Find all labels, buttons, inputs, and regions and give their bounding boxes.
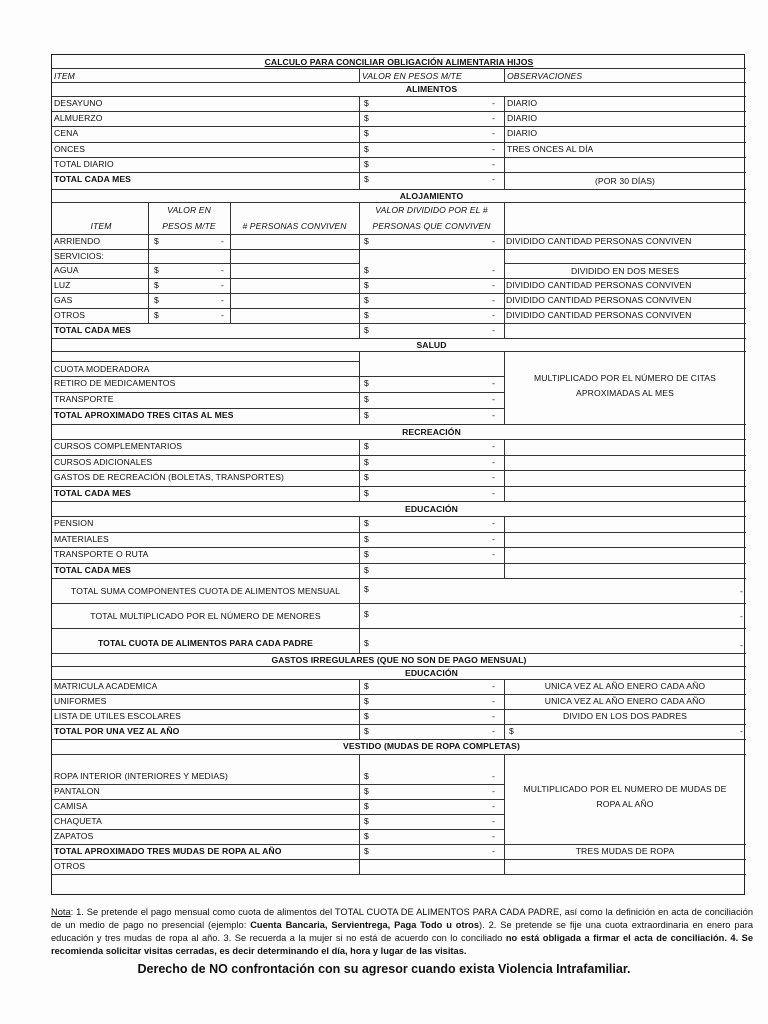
row-divider <box>52 126 746 127</box>
vestido-obs-line2: ROPA AL AÑO <box>596 799 654 809</box>
value-dash: - <box>221 236 224 246</box>
value-dash: - <box>492 394 495 404</box>
alojamiento-row-label: TOTAL CADA MES <box>54 325 131 335</box>
value-dash: - <box>221 310 224 320</box>
alojamiento-row-label: SERVICIOS: <box>54 251 105 261</box>
value-dash: - <box>492 681 495 691</box>
currency-sign: $ <box>364 518 369 528</box>
vestido-row-label: CAMISA <box>54 801 88 811</box>
alimentos-row-obs: (POR 30 DÍAS) <box>594 176 656 186</box>
column-divider <box>230 202 231 323</box>
currency-sign: $ <box>364 726 369 736</box>
value-dash: - <box>492 265 495 275</box>
currency-sign: $ <box>364 456 369 467</box>
alimentos-row-label: DESAYUNO <box>54 98 103 108</box>
column-divider <box>504 202 505 338</box>
value-dash: - <box>492 310 495 320</box>
row-divider <box>52 724 746 725</box>
section-gastos-educacion-title: EDUCACIÓN <box>405 668 458 678</box>
value-dash: - <box>492 816 495 826</box>
footer-statement: Derecho de NO confrontación con su agresor cuando exista Violencia Intrafamiliar. <box>137 962 631 976</box>
value-dash: - <box>492 786 495 796</box>
column-divider <box>359 96 360 189</box>
alojamiento-row-obs: DIVIDIDO CANTIDAD PERSONAS CONVIVEN <box>506 236 692 246</box>
row-divider <box>52 111 746 112</box>
note-payment-examples: Cuenta Bancaria, Servientrega, Paga Todo u otros <box>250 920 480 930</box>
salud-row-label: TOTAL APROXIMADO TRES CITAS AL MES <box>54 410 234 420</box>
alojamiento-row-label: AGUA <box>54 265 79 275</box>
vestido-row-label: ROPA INTERIOR (INTERIORES Y MEDIAS) <box>54 771 228 781</box>
value-dash: - <box>492 174 495 184</box>
header-valor-line1: VALOR EN <box>167 205 211 215</box>
value-dash: - <box>492 158 495 169</box>
currency-sign: $ <box>364 487 369 498</box>
column-divider <box>359 202 360 338</box>
currency-sign: $ <box>364 711 369 721</box>
row-divider <box>52 603 746 604</box>
value-dash: - <box>492 696 495 706</box>
row-divider <box>52 293 746 294</box>
currency-sign: $ <box>364 771 369 781</box>
row-divider <box>52 694 746 695</box>
currency-sign: $ <box>364 378 369 388</box>
row-divider <box>52 666 746 667</box>
form-title: CALCULO PARA CONCILIAR OBLIGACIÓN ALIMENTARIA HIJOS <box>264 57 534 67</box>
currency-sign: $ <box>364 831 369 841</box>
column-divider <box>504 96 505 189</box>
value-dash: - <box>492 441 495 451</box>
vestido-total-obs: TRES MUDAS DE ROPA <box>575 846 675 856</box>
row-divider <box>52 408 504 409</box>
column-divider <box>148 202 149 323</box>
alojamiento-row-obs: DIVIDIDO CANTIDAD PERSONAS CONVIVEN <box>506 280 692 290</box>
column-divider <box>359 439 360 501</box>
section-alimentos-title: ALIMENTOS <box>405 84 458 94</box>
column-divider <box>359 679 360 739</box>
currency-sign: $ <box>364 325 369 335</box>
currency-sign: $ <box>364 174 369 184</box>
column-divider <box>504 679 505 739</box>
row-divider <box>52 351 746 352</box>
vestido-row-label: TOTAL APROXIMADO TRES MUDAS DE ROPA AL AÑO <box>54 846 282 856</box>
value-dash: - <box>492 831 495 841</box>
header-dividido-line1: VALOR DIVIDIDO POR EL # <box>375 205 488 215</box>
row-divider <box>52 308 746 309</box>
section-salud-title: SALUD <box>416 340 447 350</box>
currency-sign: $ <box>364 846 369 856</box>
alojamiento-row-label: ARRIENDO <box>54 236 101 246</box>
currency-sign: $ <box>364 98 369 108</box>
value-dash: - <box>740 726 743 736</box>
row-divider <box>52 739 746 740</box>
recreacion-row-label: TOTAL CADA MES <box>54 487 131 498</box>
alimentos-row-obs: DIARIO <box>507 128 538 139</box>
row-divider <box>52 501 746 502</box>
value-dash: - <box>492 487 495 498</box>
section-gastos-irregulares-title: GASTOS IRREGULARES (QUE NO SON DE PAGO MENSUAL) <box>271 655 527 665</box>
vestido-row-label: CHAQUETA <box>54 816 102 826</box>
row-divider <box>52 799 504 800</box>
row-divider <box>504 263 746 264</box>
currency-sign: $ <box>509 726 514 736</box>
value-dash: - <box>492 726 495 736</box>
currency-sign: $ <box>364 696 369 706</box>
currency-sign: $ <box>364 786 369 796</box>
row-divider <box>52 278 746 279</box>
currency-sign: $ <box>364 310 369 320</box>
currency-sign: $ <box>364 143 369 154</box>
gastos-row-label: MATRICULA ACADEMICA <box>54 681 158 691</box>
value-dash: - <box>740 640 743 650</box>
alimentos-row-label: ONCES <box>54 143 86 154</box>
column-divider <box>359 578 360 653</box>
currency-sign: $ <box>154 265 159 275</box>
row-divider <box>52 263 359 264</box>
currency-sign: $ <box>364 280 369 290</box>
currency-sign: $ <box>364 584 369 594</box>
row-divider <box>52 709 746 710</box>
currency-sign: $ <box>364 158 369 169</box>
currency-sign: $ <box>364 441 369 451</box>
total-row-label: TOTAL CUOTA DE ALIMENTOS PARA CADA PADRE <box>97 638 314 648</box>
section-alojamiento-title: ALOJAMIENTO <box>399 191 464 201</box>
gastos-row-label: LISTA DE UTILES ESCOLARES <box>54 711 181 721</box>
currency-sign: $ <box>364 113 369 124</box>
section-recreacion-title: RECREACIÓN <box>402 427 461 437</box>
header-value: VALOR EN PESOS M/TE <box>362 71 462 81</box>
value-dash: - <box>492 801 495 811</box>
gastos-row-obs: UNICA VEZ AL AÑO ENERO CADA AÑO <box>544 681 706 691</box>
row-divider <box>52 814 504 815</box>
recreacion-row-label: GASTOS DE RECREACIÓN (BOLETAS, TRANSPORTES) <box>54 472 285 482</box>
column-divider <box>504 351 505 424</box>
row-divider <box>52 784 504 785</box>
row-divider <box>52 628 746 629</box>
row-divider <box>52 249 746 250</box>
row-divider <box>52 323 746 324</box>
vestido-row-label: ZAPATOS <box>54 831 94 841</box>
row-divider <box>52 189 746 190</box>
salud-obs-line2: APROXIMADAS AL MES <box>576 388 674 398</box>
alojamiento-row-label: LUZ <box>54 280 71 290</box>
column-divider <box>504 754 505 874</box>
value-dash: - <box>492 378 495 388</box>
header-item: ITEM <box>54 71 75 81</box>
alimentos-row-label: ALMUERZO <box>54 113 103 124</box>
column-divider <box>359 754 360 874</box>
value-dash: - <box>221 295 224 305</box>
alimentos-row-label: TOTAL DIARIO <box>54 158 114 169</box>
recreacion-row-label: CURSOS COMPLEMENTARIOS <box>54 441 183 451</box>
header-dividido-line2: PERSONAS QUE CONVIVEN <box>372 221 491 231</box>
column-divider <box>504 439 505 501</box>
note-text-1: : 1. Se pretende el pago mensual como cuota de alimentos del TOTAL CUOTA DE ALIMENTOS PARA CADA PADRE, así como la definición en acta de conciliación de un medio de pago no presencial (ejemplo: <box>51 907 753 930</box>
row-divider <box>52 859 746 860</box>
value-dash: - <box>221 280 224 290</box>
gastos-row-obs: DIVIDO EN LOS DOS PADRES <box>562 711 687 721</box>
currency-sign: $ <box>364 295 369 305</box>
currency-sign: $ <box>364 816 369 826</box>
column-divider <box>504 68 505 82</box>
gastos-row-label: TOTAL POR UNA VEZ AL AÑO <box>54 726 180 736</box>
value-dash: - <box>492 280 495 290</box>
alimentos-row-obs: DIARIO <box>507 113 538 124</box>
value-dash: - <box>492 518 495 528</box>
note-text-bold: no está obligada a firmar el acta de conciliación. 4. Se recomienda solicitar visitas cerradas, es decir determinando el día, hora y lugar de las visitas. <box>51 933 754 956</box>
educacion-row-label: MATERIALES <box>54 533 109 544</box>
currency-sign: $ <box>364 236 369 246</box>
row-divider <box>52 82 746 83</box>
row-divider <box>52 96 746 97</box>
value-dash: - <box>492 472 495 482</box>
vestido-obs-line1: MULTIPLICADO POR EL NUMERO DE MUDAS DE <box>523 784 727 794</box>
value-dash: - <box>492 846 495 856</box>
header-observations: OBSERVACIONES <box>507 71 583 81</box>
currency-sign: $ <box>364 638 369 648</box>
alimentos-row-obs: TRES ONCES AL DÍA <box>507 143 594 154</box>
value-dash: - <box>492 325 495 335</box>
header-item: ITEM <box>90 221 112 231</box>
currency-sign: $ <box>364 609 369 619</box>
educacion-row-label: TOTAL CADA MES <box>54 564 131 575</box>
value-dash: - <box>492 549 495 559</box>
alojamiento-row-label: GAS <box>54 295 73 305</box>
column-divider <box>359 68 360 82</box>
row-divider <box>52 754 746 755</box>
row-divider <box>52 455 746 456</box>
row-divider <box>52 68 746 69</box>
row-divider <box>52 392 504 393</box>
note-text-2: ). 2. Se pretende se fije una cuota extraordinaria en enero para educación y tres mudas de ropa al año. 3. Se recuerda a la mujer si no está de acuerdo con lo conciliado <box>51 920 753 943</box>
row-divider <box>52 578 746 579</box>
currency-sign: $ <box>364 265 369 275</box>
row-divider <box>52 202 746 203</box>
gastos-row-label: UNIFORMES <box>54 696 107 706</box>
row-divider <box>52 829 504 830</box>
alojamiento-row-label: OTROS <box>54 310 86 320</box>
currency-sign: $ <box>364 472 369 482</box>
recreacion-row-label: CURSOS ADICIONALES <box>54 456 153 467</box>
value-dash: - <box>221 265 224 275</box>
row-divider <box>52 361 359 362</box>
salud-obs-line1: MULTIPLICADO POR EL NÚMERO DE CITAS <box>534 373 716 383</box>
currency-sign: $ <box>364 549 369 559</box>
alojamiento-row-obs: DIVIDIDO CANTIDAD PERSONAS CONVIVEN <box>506 295 692 305</box>
value-dash: - <box>492 128 495 139</box>
currency-sign: $ <box>364 410 369 420</box>
value-dash: - <box>492 456 495 467</box>
value-dash: - <box>492 113 495 124</box>
currency-sign: $ <box>364 394 369 404</box>
currency-sign: $ <box>154 295 159 305</box>
row-divider <box>52 563 746 564</box>
row-divider <box>52 157 746 158</box>
value-dash: - <box>492 533 495 544</box>
alimentos-row-label: CENA <box>54 128 79 139</box>
educacion-row-label: PENSION <box>54 518 94 528</box>
alojamiento-row-obs: DIVIDIDO EN DOS MESES <box>570 266 680 276</box>
currency-sign: $ <box>154 236 159 246</box>
currency-sign: $ <box>154 280 159 290</box>
salud-row-label: RETIRO DE MEDICAMENTOS <box>54 378 176 388</box>
alimony-form-table <box>51 54 745 895</box>
column-divider <box>504 516 505 578</box>
row-divider <box>52 424 746 425</box>
vestido-row-label: PANTALON <box>54 786 100 796</box>
row-divider <box>52 532 746 533</box>
educacion-row-label: TRANSPORTE O RUTA <box>54 549 149 559</box>
row-divider <box>52 172 746 173</box>
header-valor-line2: PESOS M/TE <box>162 221 216 231</box>
row-divider <box>52 439 746 440</box>
note-paragraph <box>51 906 753 958</box>
salud-row-label: TRANSPORTE <box>54 394 114 404</box>
row-divider <box>52 376 504 377</box>
row-divider <box>52 653 746 654</box>
column-divider <box>359 351 360 424</box>
value-dash: - <box>492 711 495 721</box>
row-divider <box>52 142 746 143</box>
row-divider <box>52 844 746 845</box>
section-vestido-title: VESTIDO (MUDAS DE ROPA COMPLETAS) <box>343 741 520 751</box>
value-dash: - <box>492 98 495 108</box>
row-divider <box>52 516 746 517</box>
column-divider <box>359 516 360 578</box>
alojamiento-row-obs: DIVIDIDO CANTIDAD PERSONAS CONVIVEN <box>506 310 692 320</box>
value-dash: - <box>740 586 743 596</box>
salud-row-label: CUOTA MODERADORA <box>54 364 150 374</box>
gastos-row-obs: UNICA VEZ AL AÑO ENERO CADA AÑO <box>544 696 706 706</box>
value-dash: - <box>492 771 495 781</box>
row-divider <box>52 234 746 235</box>
section-educacion-title: EDUCACIÓN <box>405 504 458 514</box>
currency-sign: $ <box>364 128 369 139</box>
total-row-label: TOTAL MULTIPLICADO POR EL NÚMERO DE MENORES <box>90 611 321 621</box>
currency-sign: $ <box>364 564 369 575</box>
value-dash: - <box>740 611 743 621</box>
row-divider <box>52 874 746 875</box>
row-divider <box>52 338 746 339</box>
note-label: Nota <box>51 907 71 917</box>
row-divider <box>52 470 746 471</box>
total-row-label: TOTAL SUMA COMPONENTES CUOTA DE ALIMENTOS MENSUAL <box>71 586 340 596</box>
row-divider <box>52 486 746 487</box>
row-divider <box>52 547 746 548</box>
header-personas: # PERSONAS CONVIVEN <box>242 221 347 231</box>
value-dash: - <box>492 236 495 246</box>
currency-sign: $ <box>364 801 369 811</box>
value-dash: - <box>492 410 495 420</box>
alimentos-row-label: TOTAL CADA MES <box>54 174 131 184</box>
alimentos-row-obs: DIARIO <box>507 98 538 108</box>
value-dash: - <box>492 295 495 305</box>
vestido-row-label: OTROS <box>54 861 86 871</box>
currency-sign: $ <box>364 681 369 691</box>
value-dash: - <box>492 143 495 154</box>
currency-sign: $ <box>154 310 159 320</box>
currency-sign: $ <box>364 533 369 544</box>
row-divider <box>52 679 746 680</box>
